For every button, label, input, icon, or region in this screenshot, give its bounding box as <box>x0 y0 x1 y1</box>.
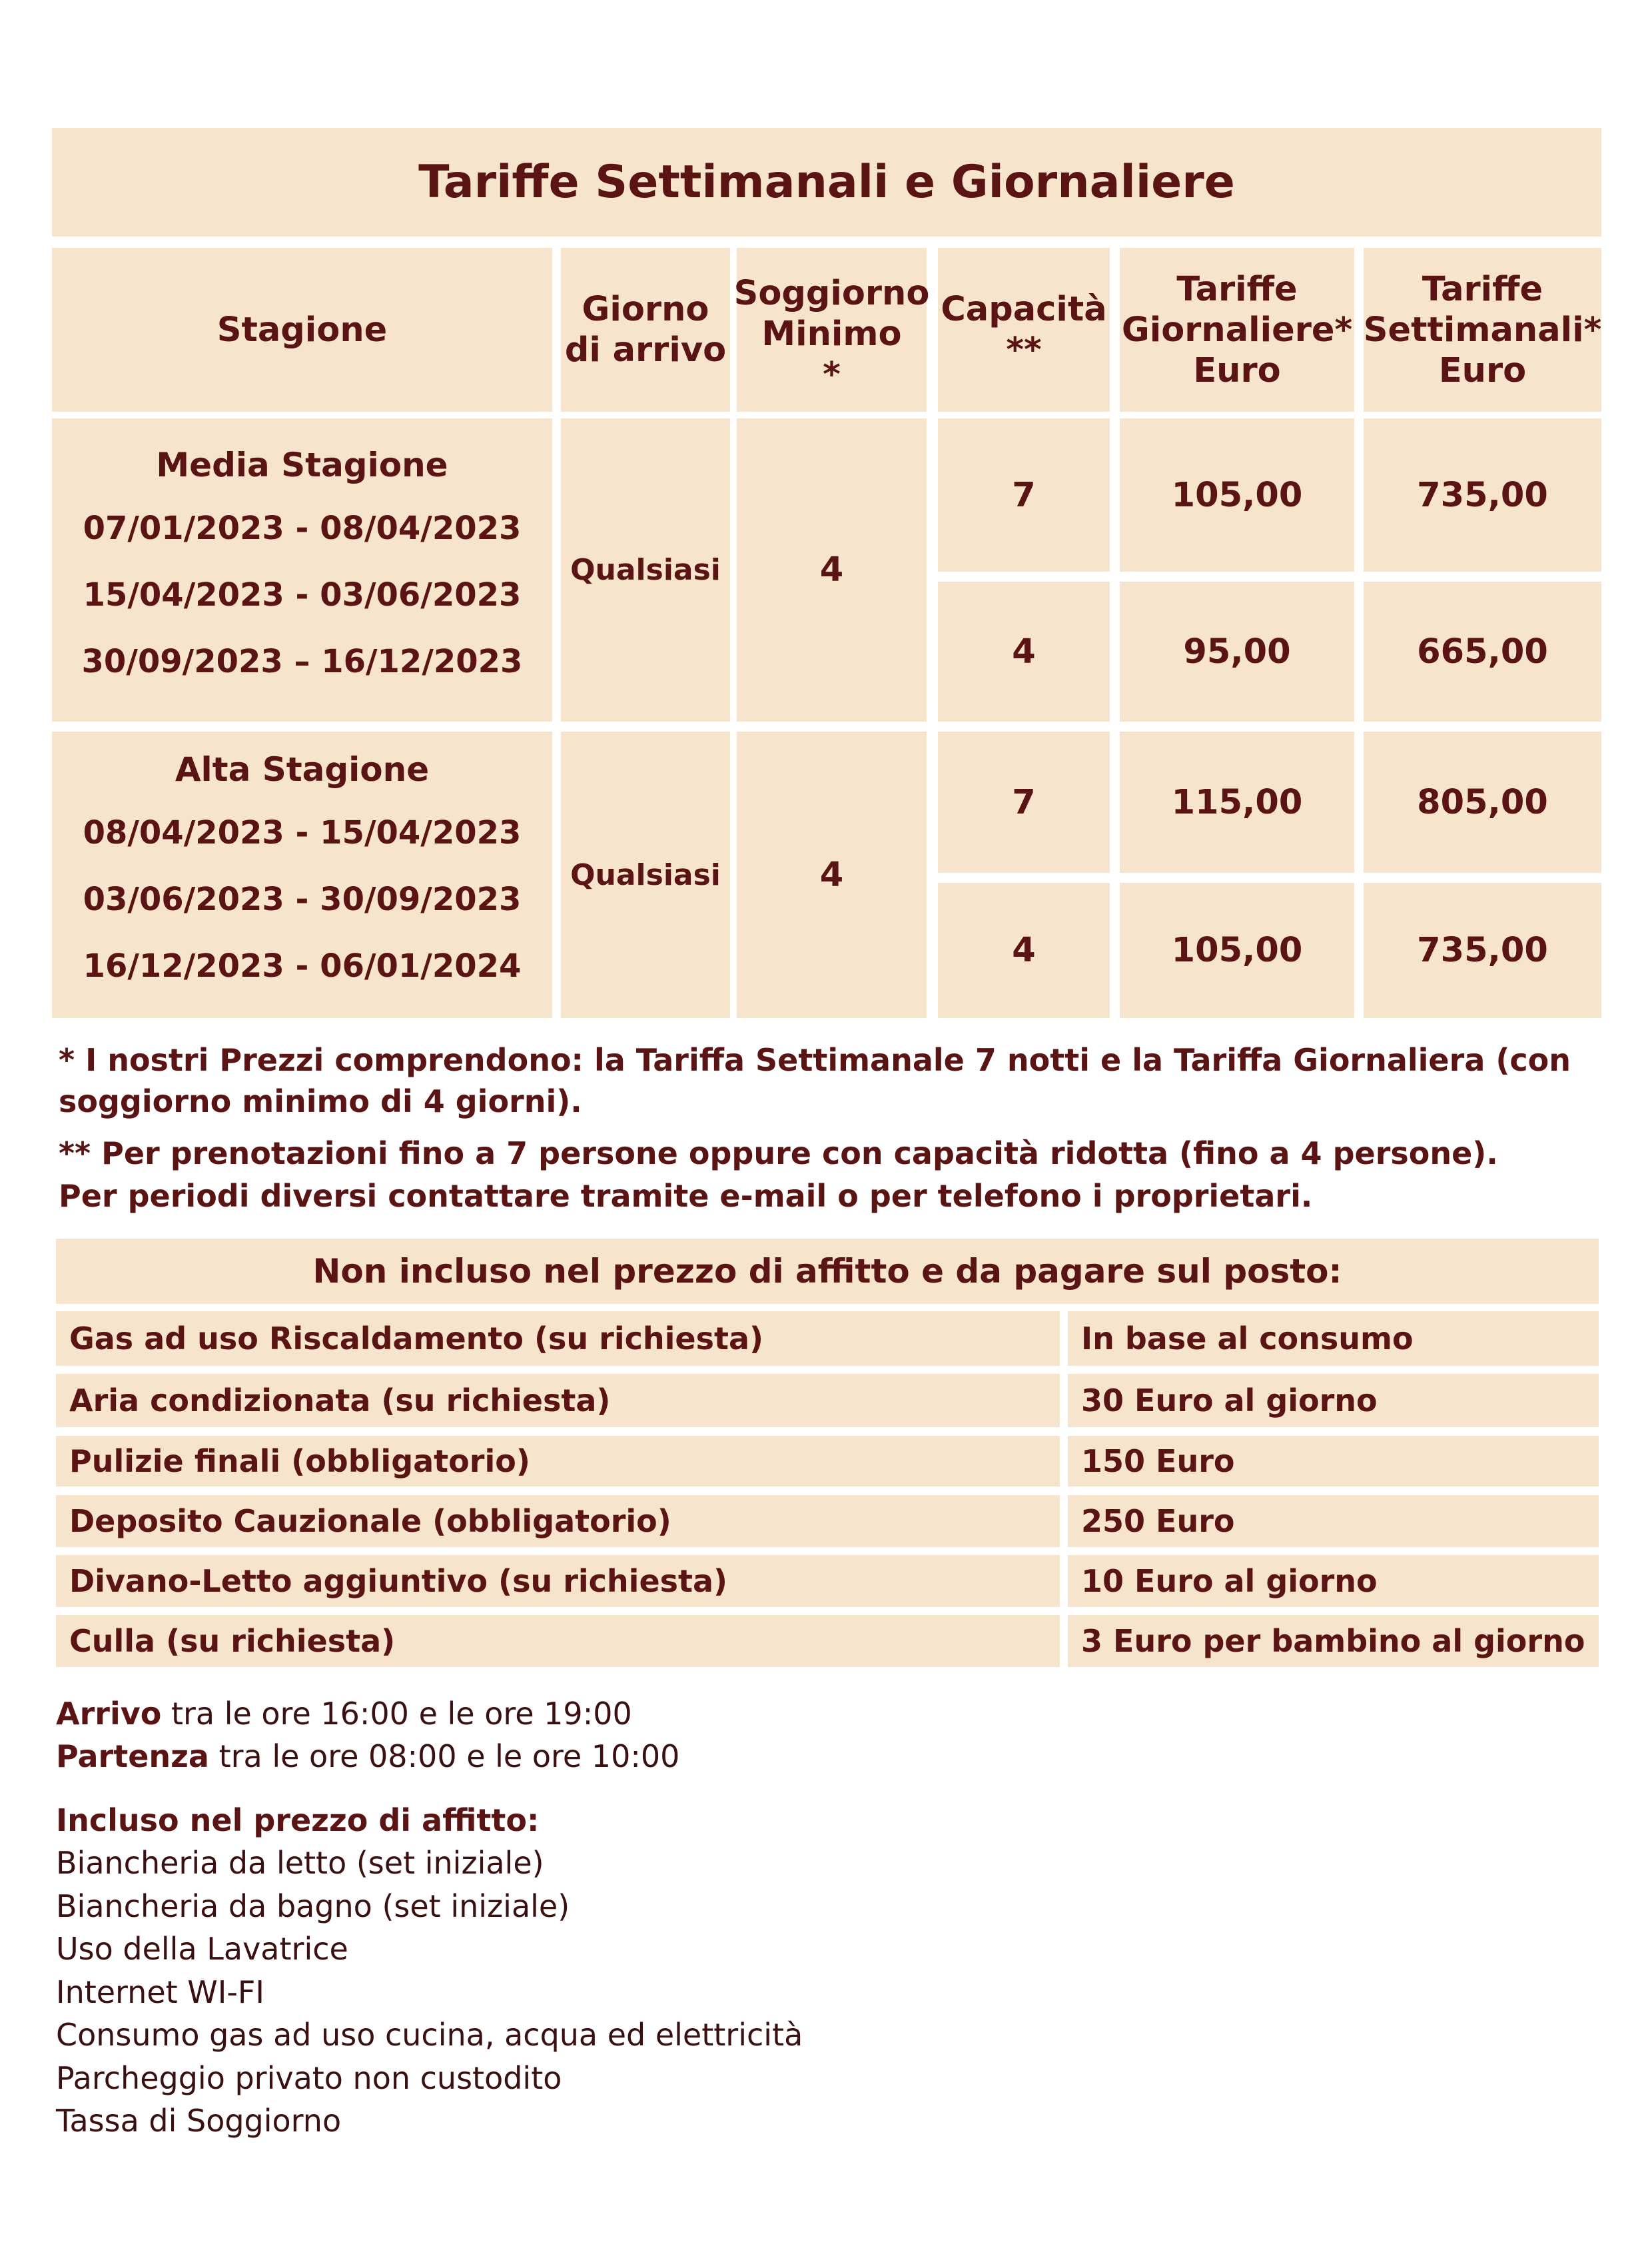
arrival-text: tra le ore 16:00 e le ore 19:00 <box>161 1696 632 1732</box>
capacity-cell <box>938 418 1110 572</box>
extras-value: 10 Euro al giorno <box>1068 1555 1599 1607</box>
header-giorno-line2: di arrivo <box>564 330 727 370</box>
header-stagione <box>52 248 552 412</box>
weekly-rate-cell <box>1364 883 1601 1018</box>
header-tariffe-giornaliere <box>1120 248 1354 412</box>
daily-rate-value: 115,00 <box>1171 782 1303 822</box>
header-giornaliere-line3: Euro <box>1193 350 1281 390</box>
included-item: Parcheggio privato non custodito <box>56 2059 562 2096</box>
extras-value: 150 Euro <box>1068 1436 1599 1486</box>
daily-rate-cell <box>1120 883 1354 1018</box>
capacity-value: 7 <box>1012 475 1036 515</box>
capacity-cell <box>938 883 1110 1018</box>
min-stay <box>737 732 927 1018</box>
included-section <box>56 1799 803 2143</box>
capacity-value: 4 <box>1012 632 1036 672</box>
note-prices: * I nostri Prezzi comprendono: la Tariffa Settimanale 7 notti e la Tariffa Giornaliera (con soggiorno minimo di 4 giorni). <box>59 1042 1571 1119</box>
min-stay <box>737 418 927 722</box>
header-soggiorno-line3: * <box>823 354 841 394</box>
daily-rate-cell <box>1120 732 1354 873</box>
included-title: Incluso nel prezzo di affitto: <box>56 1802 540 1838</box>
extras-label: Aria condizionata (su richiesta) <box>56 1374 1060 1427</box>
min-stay-value: 4 <box>819 550 844 590</box>
header-settimanali-line3: Euro <box>1438 350 1527 390</box>
header-soggiorno-line1: Soggiorno <box>733 273 930 313</box>
daily-rate-cell <box>1120 418 1354 572</box>
season-period: 15/04/2023 - 03/06/2023 <box>83 576 522 614</box>
arrival-day <box>561 732 730 1018</box>
daily-rate-value: 105,00 <box>1171 475 1303 515</box>
header-giornaliere-line2: Giornaliere* <box>1121 310 1353 350</box>
note-contact: Per periodi diversi contattare tramite e-mail o per telefono i proprietari. <box>59 1178 1313 1214</box>
extras-label: Divano-Letto aggiuntivo (su richiesta) <box>56 1555 1060 1607</box>
extras-value: 3 Euro per bambino al giorno <box>1068 1615 1599 1667</box>
season-alta <box>52 732 552 1018</box>
included-item: Uso della Lavatrice <box>56 1931 348 1967</box>
included-item: Consumo gas ad uso cucina, acqua ed elettricità <box>56 2017 803 2053</box>
header-giorno-arrivo <box>561 248 730 412</box>
weekly-rate-value: 665,00 <box>1417 632 1548 672</box>
header-settimanali-line1: Tariffe <box>1422 269 1543 309</box>
weekly-rate-cell <box>1364 418 1601 572</box>
extras-label: Deposito Cauzionale (obbligatorio) <box>56 1495 1060 1547</box>
included-item: Tassa di Soggiorno <box>56 2103 342 2139</box>
weekly-rate-value: 735,00 <box>1417 931 1548 970</box>
extras-label: Culla (su richiesta) <box>56 1615 1060 1667</box>
season-media <box>52 418 552 722</box>
weekly-rate-value: 735,00 <box>1417 475 1548 515</box>
arrival-day <box>561 418 730 722</box>
season-name: Media Stagione <box>156 445 448 484</box>
capacity-cell <box>938 582 1110 722</box>
departure-text: tra le ore 08:00 e le ore 10:00 <box>208 1738 680 1774</box>
header-tariffe-settimanali <box>1364 248 1601 412</box>
season-name: Alta Stagione <box>175 750 430 789</box>
season-period: 16/12/2023 - 06/01/2024 <box>83 947 522 985</box>
extras-value: In base al consumo <box>1068 1311 1599 1366</box>
arrival-label: Arrivo <box>56 1696 162 1732</box>
departure-time <box>56 1735 679 1778</box>
header-capacita-line1: Capacità <box>941 290 1107 329</box>
capacity-cell <box>938 732 1110 873</box>
header-settimanali-line2: Settimanali* <box>1363 310 1602 350</box>
daily-rate-value: 95,00 <box>1183 632 1291 672</box>
header-soggiorno-minimo <box>733 248 930 412</box>
header-capacita <box>938 248 1110 412</box>
header-soggiorno-line2: Minimo <box>761 314 902 354</box>
season-period: 08/04/2023 - 15/04/2023 <box>83 814 522 851</box>
capacity-value: 7 <box>1012 782 1036 822</box>
daily-rate-cell <box>1120 582 1354 722</box>
included-item: Biancheria da bagno (set iniziale) <box>56 1888 570 1924</box>
arrival-time <box>56 1692 632 1735</box>
weekly-rate-cell <box>1364 582 1601 722</box>
header-giornaliere-line1: Tariffe <box>1176 269 1298 309</box>
header-capacita-line2: ** <box>1006 330 1042 370</box>
daily-rate-value: 105,00 <box>1171 931 1303 970</box>
capacity-value: 4 <box>1012 931 1036 970</box>
table-title: Tariffe Settimanali e Giornaliere <box>52 128 1601 237</box>
extras-label: Pulizie finali (obbligatorio) <box>56 1436 1060 1486</box>
header-giorno-line1: Giorno <box>582 290 709 329</box>
extras-value: 30 Euro al giorno <box>1068 1374 1599 1427</box>
extras-label: Gas ad uso Riscaldamento (su richiesta) <box>56 1311 1060 1366</box>
weekly-rate-value: 805,00 <box>1417 782 1548 822</box>
season-period: 30/09/2023 – 16/12/2023 <box>81 642 523 680</box>
weekly-rate-cell <box>1364 732 1601 873</box>
note-capacity: ** Per prenotazioni fino a 7 persone oppure con capacità ridotta (fino a 4 persone). <box>59 1135 1498 1171</box>
included-item: Internet WI-FI <box>56 1974 264 2010</box>
min-stay-value: 4 <box>819 855 844 895</box>
extras-value: 250 Euro <box>1068 1495 1599 1547</box>
header-stagione-label: Stagione <box>216 310 388 350</box>
included-item: Biancheria da letto (set iniziale) <box>56 1845 544 1881</box>
season-period: 03/06/2023 - 30/09/2023 <box>83 881 522 918</box>
extras-title: Non incluso nel prezzo di affitto e da pagare sul posto: <box>56 1239 1599 1304</box>
arrival-day-value: Qualsiasi <box>570 553 721 587</box>
season-period: 07/01/2023 - 08/04/2023 <box>83 509 522 547</box>
arrival-day-value: Qualsiasi <box>570 857 721 892</box>
departure-label: Partenza <box>56 1738 209 1774</box>
